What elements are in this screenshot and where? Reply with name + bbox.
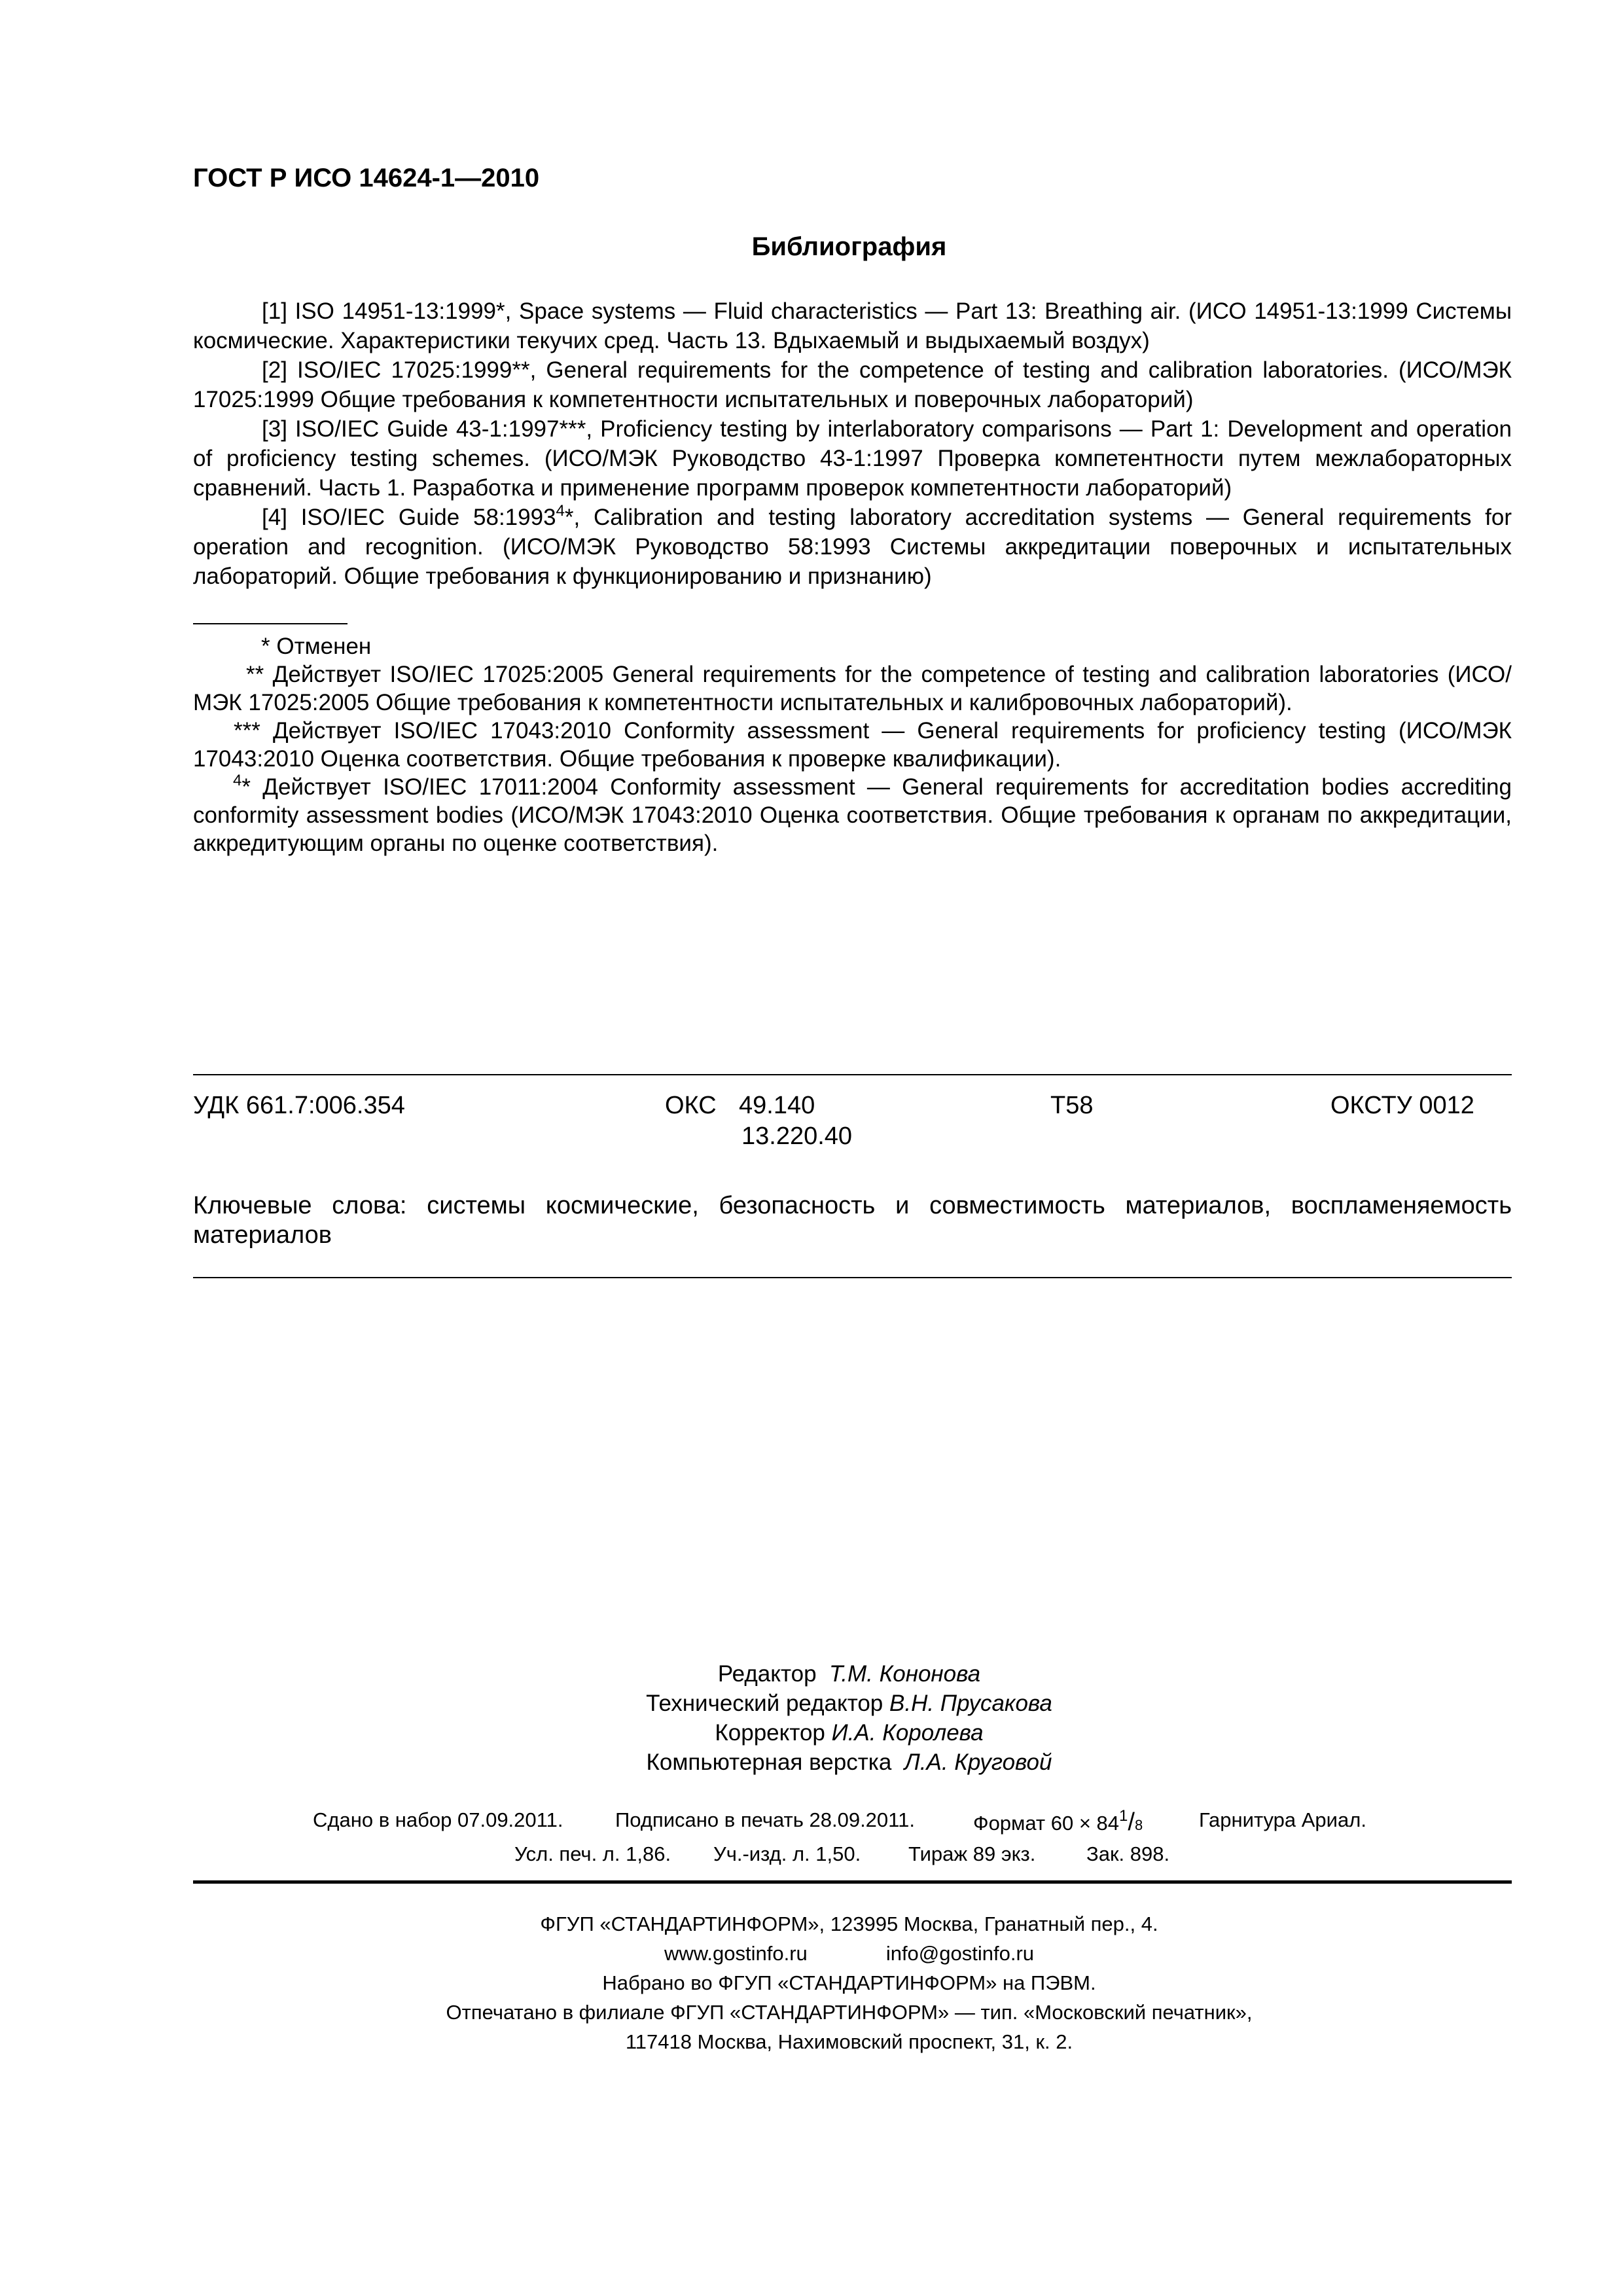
imprint-sheets: Усл. печ. л. 1,86. — [514, 1842, 671, 1865]
format-fraction: $^1$/8 — [1119, 1807, 1143, 1836]
publisher-printed: Отпечатано в филиале ФГУП «СТАНДАРТИНФОРМ» — тип. «Московский печатник», — [446, 2001, 1253, 2024]
staff-line: Компьютерная верстка Л.А. Круговой — [646, 1749, 1052, 1775]
keywords: Ключевые слова: системы космические, безопасность и совместимость материалов, воспламеняемость материалов — [193, 1192, 1512, 1249]
imprint-format: Формат $60 \times 84^1/8$ — [973, 1807, 1143, 1836]
oks-label: ОКС — [665, 1092, 717, 1119]
imprint-print-run: Тираж 89 экз. — [908, 1842, 1036, 1865]
footnotes — [193, 632, 1512, 857]
publisher-typeset: Набрано во ФГУП «СТАНДАРТИНФОРМ» на ПЭВМ. — [602, 1971, 1096, 1994]
imprint-edition-sheets: Уч.-изд. л. 1,50. — [713, 1842, 861, 1865]
staff-line: Технический редактор В.Н. Прусакова — [646, 1691, 1052, 1716]
t-code: Т58 — [1050, 1092, 1094, 1119]
keywords-bottom-rule — [193, 1277, 1512, 1278]
oks-code-secondary: 13.220.40 — [741, 1122, 853, 1150]
publisher-contacts — [0, 1939, 1623, 1968]
publisher-address: ФГУП «СТАНДАРТИНФОРМ», 123995 Москва, Гранатный пер., 4. — [540, 1912, 1158, 1935]
bibliography-title: Библиография — [751, 232, 947, 261]
imprint-signed: Подписано в печать 28.09.2011. — [615, 1808, 915, 1831]
publisher-website[interactable]: www.gostinfo.ru — [664, 1942, 808, 1965]
bibliography-entry: [2] ISO/IEC 17025:1999**, General requirements for the competence of testing and calibration laboratories. (ИСО/МЭК 17025:1999 Общие требования к компетентности испытательных и поверочных лабораторий) — [193, 357, 1512, 412]
imprint-submitted: Сдано в набор 07.09.2011. — [313, 1808, 563, 1831]
okstu-code: ОКСТУ 0012 — [1330, 1092, 1474, 1119]
bibliography-entry: [4] ISO/IEC Guide 58:1993$^4$*, Calibration and testing laboratory accreditation systems — General requirements for operation and recognition. (ИСО/МЭК Руководство 58:1993 Системы аккредитации поверочных и испытательных лабораторий. Общие требования к функционированию и признанию) — [193, 502, 1512, 589]
bibliography-entry: [3] ISO/IEC Guide 43-1:1997***, Proficiency testing by interlaboratory comparisons — Part 1: Development and operation of proficiency testing schemes. (ИСО/МЭК Руководство 43-1:1997 Проверка компетентности путем межлабораторных сравнений. Часть 1. Разработка и применение программ проверок компетентности лабораторий) — [193, 416, 1512, 501]
footnote: *** Действует ISO/IEC 17043:2010 Conformity assessment — General requirements for proficiency testing (ИСО/МЭК 17043:2010 Оценка соответствия. Общие требования к проверке квалификации). — [193, 718, 1512, 772]
publisher-email[interactable]: info@gostinfo.ru — [885, 1942, 1035, 1965]
publisher-info — [0, 1909, 1623, 2056]
staff-line: Редактор Т.М. Кононова — [717, 1661, 981, 1687]
publisher-printer-address: 117418 Москва, Нахимовский проспект, 31, к. 2. — [625, 2030, 1073, 2053]
imprint-order: Зак. 898. — [1086, 1842, 1170, 1865]
staff-credits — [0, 1659, 1623, 1777]
oks-code: 49.140 — [739, 1092, 815, 1119]
bibliography-list — [193, 296, 1512, 591]
footnote: * Отменен — [261, 634, 372, 659]
udk-code: УДК 661.7:006.354 — [193, 1092, 405, 1119]
document-header: ГОСТ Р ИСО 14624-1—2010 — [193, 164, 540, 192]
footnote: ** Действует ISO/IEC 17025:2005 General requirements for the competence of testing and calibration laboratories (ИСО/МЭК 17025:2005 Общие требования к компетентности испытательных и калибровочных лабораторий). — [193, 662, 1512, 715]
footnote-divider — [193, 623, 348, 624]
classification-top-rule — [193, 1074, 1512, 1075]
footnote: $^4$* Действует ISO/IEC 17011:2004 Conformity assessment — General requirements for accreditation bodies accrediting conformity assessment bodies (ИСО/МЭК 17043:2010 Оценка соответствия. Общие требования к органам по аккредитации, аккредитующим органы по оценке соответствия). — [193, 772, 1512, 856]
staff-line: Корректор И.А. Королева — [715, 1720, 984, 1746]
imprint-font: Гарнитура Ариал. — [1199, 1808, 1366, 1831]
publisher-rule — [193, 1880, 1512, 1884]
bibliography-entry: [1] ISO 14951-13:1999*, Space systems — Fluid characteristics — Part 13: Breathing air. (ИСО 14951-13:1999 Системы космические. Характеристики текучих сред. Часть 13. Вдыхаемый и выдыхаемый воздух) — [193, 298, 1512, 353]
